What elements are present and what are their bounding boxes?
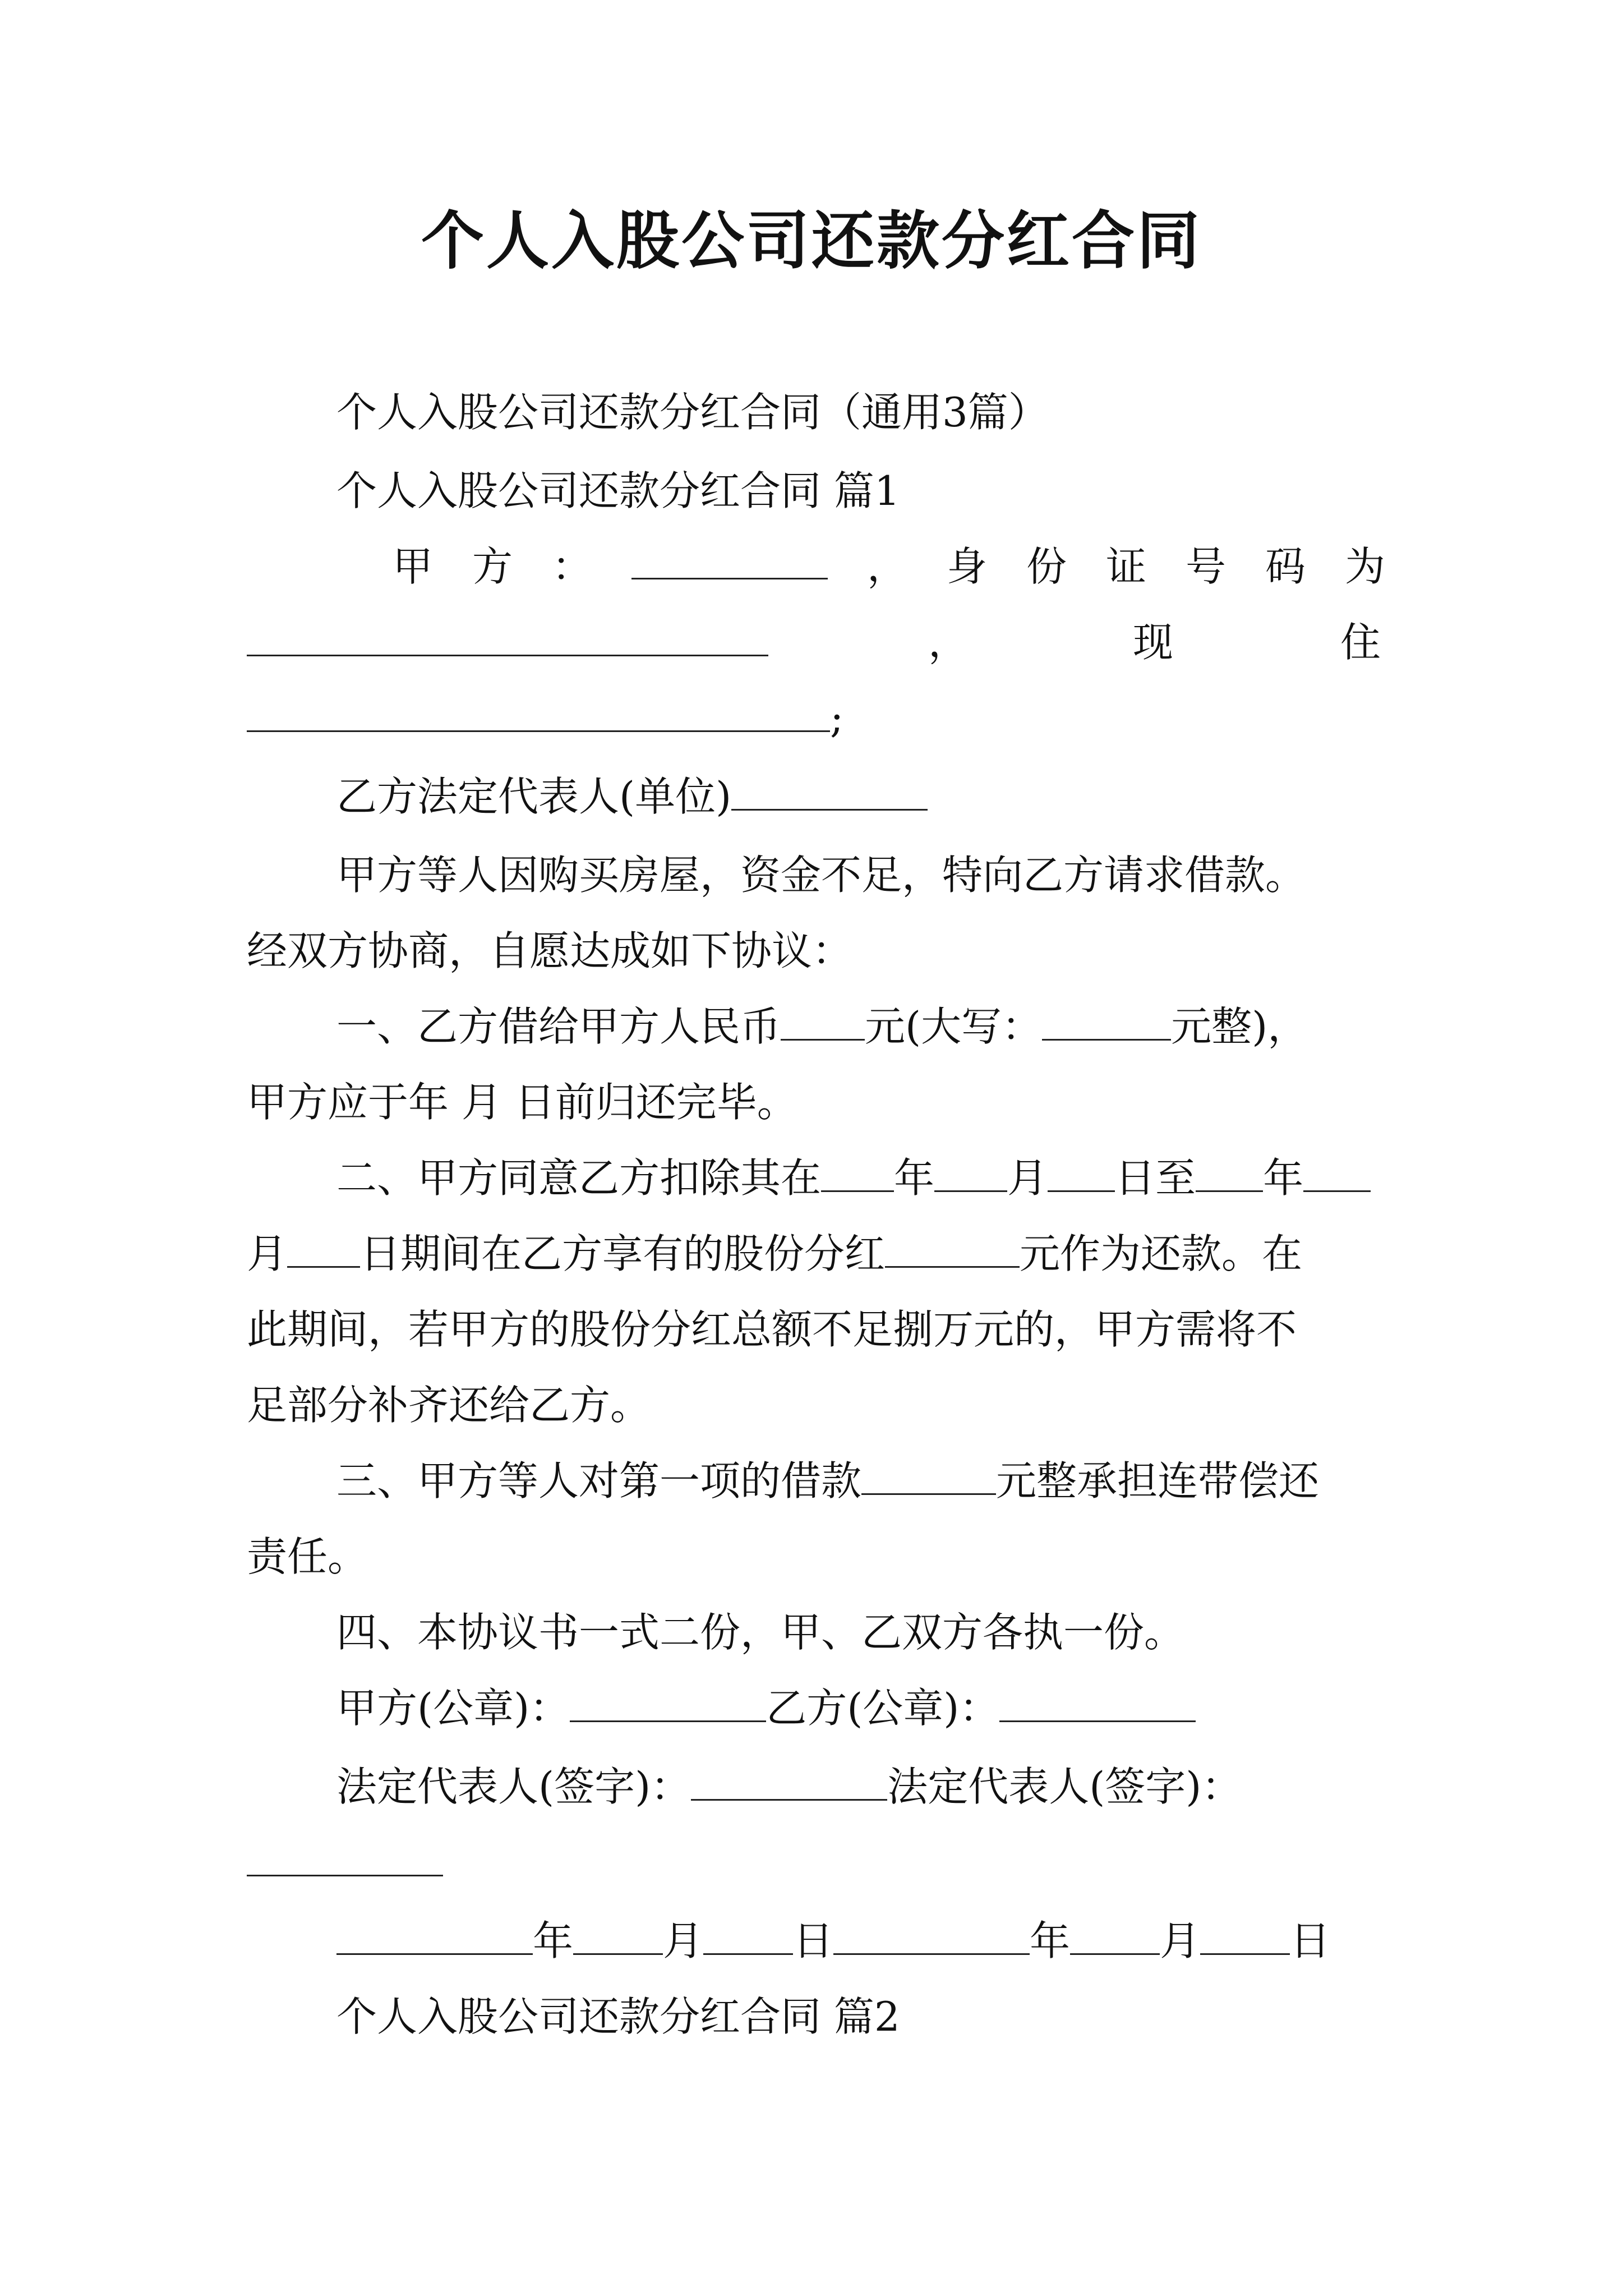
year-label: 年 (894, 1154, 935, 1202)
clause-2-text-c: 元作为还款。在 (1020, 1230, 1303, 1277)
party-a-sign-label: 法定代表人(签字)： (336, 1763, 691, 1810)
clause-2-text-a: 二、甲方同意乙方扣除其在 (336, 1154, 822, 1202)
clause-2-text-b: 日期间在乙方享有的股份分红 (360, 1230, 886, 1277)
party-a-seal-label: 甲方(公章)： (336, 1685, 570, 1732)
year-label-b: 年 (1030, 1917, 1071, 1964)
day-blank-2[interactable] (287, 1227, 360, 1268)
party-b-seal-blank[interactable] (999, 1681, 1196, 1722)
party-b-sign-label: 法定代表人(签字)： (887, 1763, 1242, 1810)
signature-line-cont (247, 1834, 1385, 1890)
char: 码 (1265, 543, 1306, 590)
year-label-2: 年 (1263, 1154, 1304, 1202)
party-a-sign-blank[interactable] (691, 1760, 887, 1801)
day-blank-b[interactable] (1200, 1914, 1290, 1955)
month-label-2: 月 (247, 1230, 288, 1277)
party-a-id-line (247, 614, 1385, 670)
seal-line (336, 1680, 1385, 1736)
xian-char: 现 (1133, 619, 1174, 666)
char: ： (552, 543, 593, 590)
clause-2-line1 (336, 1150, 1385, 1206)
clause-2-line3: 此期间，若甲方的股份分红总额不足捌万元的，甲方需将不 (247, 1306, 1297, 1353)
clause-3-line1 (336, 1453, 1385, 1509)
id-number-blank[interactable] (247, 615, 768, 656)
amount-blank[interactable] (781, 1000, 865, 1041)
month-label-b: 月 (1160, 1917, 1201, 1964)
date-line (336, 1913, 1385, 1969)
party-a-seal-blank[interactable] (570, 1681, 766, 1722)
subtitle: 个人入股公司还款分红合同（通用3篇） (336, 389, 1049, 436)
signature-line (336, 1759, 1385, 1815)
party-b-seal-label: 乙方(公章)： (766, 1685, 1000, 1732)
clause-1-text-a: 一、乙方借给甲方人民币 (336, 1003, 781, 1050)
day-label-a: 日 (793, 1917, 834, 1964)
address-blank[interactable] (247, 691, 830, 732)
party-b-line (336, 769, 1385, 825)
day-blank[interactable] (1048, 1151, 1115, 1192)
document-title: 个人入股公司还款分红合同 (421, 204, 1202, 278)
intro-paragraph-line2: 经双方协商，自愿达成如下协议： (247, 927, 853, 974)
month-blank-2[interactable] (1303, 1151, 1371, 1192)
char: ， (866, 543, 907, 590)
clause-3-text-a: 三、甲方等人对第一项的借款 (336, 1457, 862, 1504)
loan-amount-blank[interactable] (861, 1454, 996, 1495)
month-label: 月 (1007, 1154, 1048, 1202)
year-blank[interactable] (821, 1151, 894, 1192)
zhu-char: 住 (1340, 619, 1381, 666)
year-blank-a[interactable] (336, 1914, 533, 1955)
semicolon: ; (830, 694, 844, 742)
clause-1-text-c: 元整)， (1171, 1003, 1308, 1050)
intro-paragraph-line1: 甲方等人因购买房屋，资金不足，特向乙方请求借款。 (336, 852, 1306, 899)
day-blank-a[interactable] (703, 1914, 793, 1955)
year-blank-b[interactable] (833, 1914, 1030, 1955)
party-a-line (393, 539, 1385, 595)
part1-heading: 个人入股公司还款分红合同 篇1 (336, 467, 900, 514)
party-a-name-blank[interactable] (631, 539, 828, 579)
clause-3-text-b: 元整承担连带偿还 (996, 1457, 1320, 1504)
char: 号 (1185, 543, 1226, 590)
clause-1-line1 (336, 999, 1385, 1055)
part2-heading: 个人入股公司还款分红合同 篇2 (336, 1993, 900, 2040)
char: 方 (472, 543, 513, 590)
month-blank-a[interactable] (573, 1914, 663, 1955)
comma: ， (928, 619, 969, 666)
clause-1-text-b: 元(大写： (865, 1003, 1043, 1050)
day-label-b: 日 (1290, 1917, 1331, 1964)
party-b-blank[interactable] (731, 770, 928, 811)
char: 身 (946, 543, 987, 590)
month-blank[interactable] (934, 1151, 1007, 1192)
char: 甲 (393, 543, 434, 590)
party-b-label: 乙方法定代表人(单位) (336, 773, 732, 820)
party-a-address-line (247, 690, 1385, 746)
clause-2-line2 (247, 1226, 1385, 1282)
day-to-label: 日至 (1115, 1154, 1196, 1202)
clause-4: 四、本协议书一式二份，甲、乙双方各执一份。 (336, 1609, 1185, 1656)
clause-1-line2: 甲方应于年 月 日前归还完毕。 (247, 1079, 797, 1126)
year-label-a: 年 (533, 1917, 574, 1964)
dividend-blank[interactable] (885, 1227, 1020, 1268)
char: 份 (1026, 543, 1067, 590)
char: 为 (1344, 543, 1385, 590)
party-b-sign-blank[interactable] (247, 1835, 443, 1876)
amount-words-blank[interactable] (1042, 1000, 1171, 1041)
year-blank-2[interactable] (1196, 1151, 1263, 1192)
clause-2-line4: 足部分补齐还给乙方。 (247, 1382, 651, 1429)
char: 证 (1105, 543, 1146, 590)
clause-3-line2: 责任。 (247, 1533, 368, 1580)
month-label-a: 月 (663, 1917, 704, 1964)
month-blank-b[interactable] (1070, 1914, 1160, 1955)
